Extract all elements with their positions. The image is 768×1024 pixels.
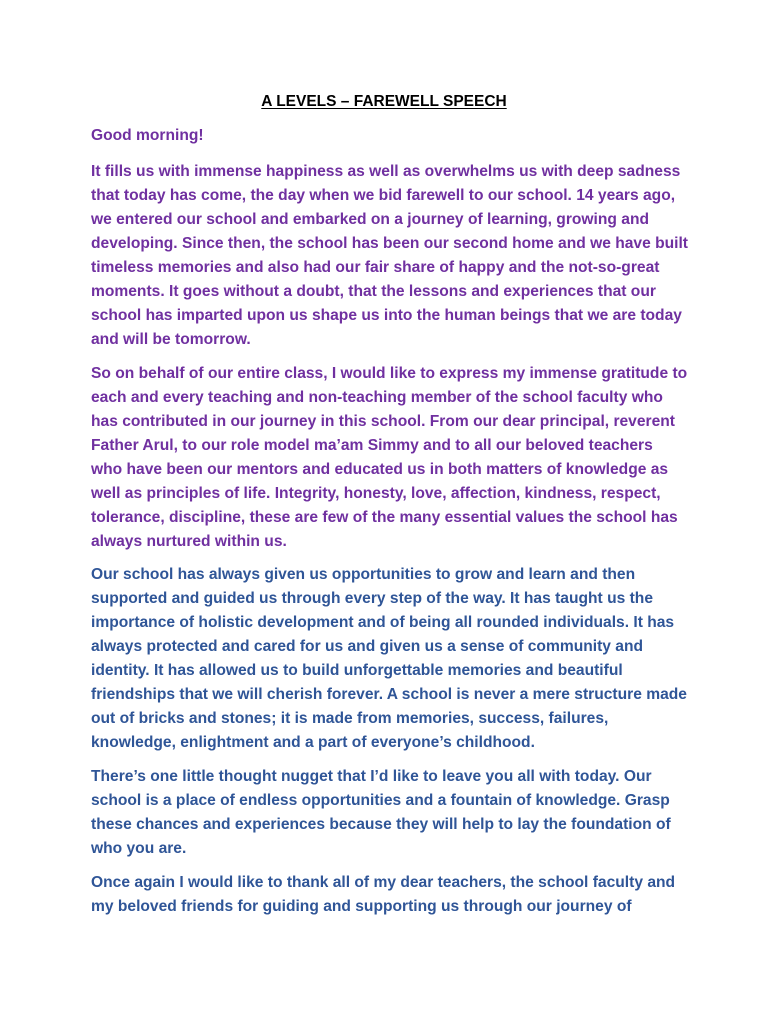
paragraph-3-line: Our school has always given us opportunities to grow and learn and then xyxy=(91,566,636,583)
greeting-line: Good morning! xyxy=(91,127,204,144)
paragraph-2-line: each and every teaching and non-teaching member of the school faculty who xyxy=(91,389,663,406)
paragraph-1-line: It fills us with immense happiness as well as overwhelms us with deep sadness xyxy=(91,163,681,180)
paragraph-2-line: well as principles of life. Integrity, honesty, love, affection, kindness, respect, xyxy=(91,485,661,502)
paragraph-2-line: tolerance, discipline, these are few of the many essential values the school has xyxy=(91,509,678,526)
paragraph-3-line: identity. It has allowed us to build unforgettable memories and beautiful xyxy=(91,662,623,679)
paragraph-5-line: Once again I would like to thank all of my dear teachers, the school faculty and xyxy=(91,874,676,891)
paragraph-4 xyxy=(91,765,691,861)
document-title xyxy=(0,93,768,111)
paragraph-4-line: school is a place of endless opportunities and a fountain of knowledge. Grasp xyxy=(91,792,670,809)
paragraph-3-line: supported and guided us through every step of the way. It has taught us the xyxy=(91,590,653,607)
document-title-text: A LEVELS – FAREWELL SPEECH xyxy=(261,93,507,110)
paragraph-1-line: that today has come, the day when we bid farewell to our school. 14 years ago, xyxy=(91,187,676,204)
paragraph-3-line: importance of holistic development and of being all rounded individuals. It has xyxy=(91,614,675,631)
paragraph-1-line: timeless memories and also had our fair share of happy and the not-so-great xyxy=(91,259,660,276)
greeting-paragraph xyxy=(91,124,691,148)
paragraph-3-line: knowledge, enlightment and a part of everyone’s childhood. xyxy=(91,734,535,751)
paragraph-3-line: always protected and cared for us and given us a sense of community and xyxy=(91,638,643,655)
paragraph-4-line: who you are. xyxy=(91,840,187,857)
paragraph-4-line: There’s one little thought nugget that I’d like to leave you all with today. Our xyxy=(91,768,652,785)
paragraph-3 xyxy=(91,563,691,755)
paragraph-1-line: and will be tomorrow. xyxy=(91,331,251,348)
paragraph-5 xyxy=(91,871,691,919)
paragraph-2-line: who have been our mentors and educated us in both matters of knowledge as xyxy=(91,461,669,478)
paragraph-2 xyxy=(91,362,691,554)
paragraph-1 xyxy=(91,160,691,352)
paragraph-3-line: out of bricks and stones; it is made from memories, success, failures, xyxy=(91,710,609,727)
paragraph-2-line: has contributed in our journey in this school. From our dear principal, reverent xyxy=(91,413,675,430)
paragraph-1-line: moments. It goes without a doubt, that the lessons and experiences that our xyxy=(91,283,656,300)
paragraph-1-line: we entered our school and embarked on a journey of learning, growing and xyxy=(91,211,649,228)
paragraph-2-line: So on behalf of our entire class, I would like to express my immense gratitude to xyxy=(91,365,688,382)
paragraph-2-line: Father Arul, to our role model ma’am Simmy and to all our beloved teachers xyxy=(91,437,653,454)
paragraph-5-line: my beloved friends for guiding and supporting us through our journey of xyxy=(91,898,632,915)
paragraph-4-line: these chances and experiences because they will help to lay the foundation of xyxy=(91,816,671,833)
paragraph-3-line: friendships that we will cherish forever. A school is never a mere structure made xyxy=(91,686,687,703)
paragraph-2-line: always nurtured within us. xyxy=(91,533,287,550)
paragraph-1-line: school has imparted upon us shape us into the human beings that we are today xyxy=(91,307,682,324)
paragraph-1-line: developing. Since then, the school has been our second home and we have built xyxy=(91,235,689,252)
